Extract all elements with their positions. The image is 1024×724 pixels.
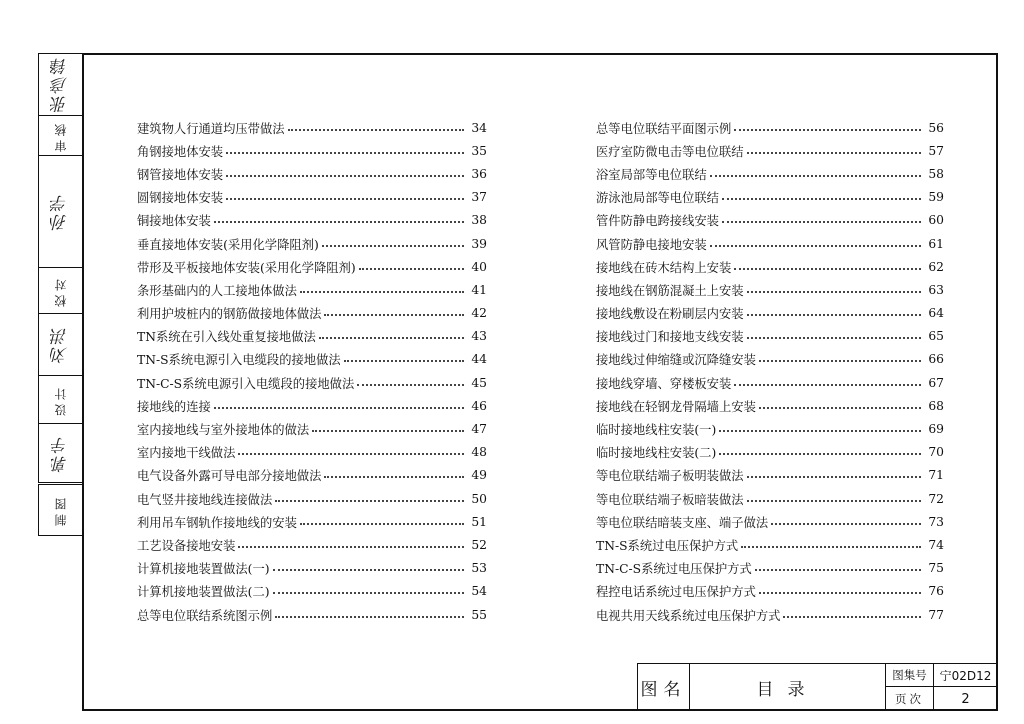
toc-leader-dots (324, 314, 464, 316)
toc-leader-dots (319, 337, 464, 339)
toc-leader-dots (288, 129, 464, 131)
toc-entry-title: 垂直接地体安装(采用化学降阻剂) (137, 237, 319, 252)
toc-entry-title: 条形基础内的人工接地体做法 (137, 283, 297, 298)
toc-entry (596, 302, 944, 325)
title-label: 图名 (638, 664, 690, 711)
toc-entry-title: 风管防静电接地安装 (596, 237, 707, 252)
toc-entry-page: 59 (928, 190, 944, 205)
toc-leader-dots (759, 407, 921, 409)
toc-entry-title: 计算机接地装置做法(二) (137, 585, 270, 600)
toc-entry-page: 67 (928, 375, 944, 390)
toc-entry-title: TN系统在引入线处重复接地做法 (137, 330, 316, 345)
toc-entry (137, 232, 487, 255)
toc-entry-page: 39 (471, 236, 487, 251)
toc-entry (137, 325, 487, 348)
toc-entry (137, 302, 487, 325)
toc-entry (137, 487, 487, 510)
toc-entry-title: 总等电位联结平面图示例 (596, 121, 732, 136)
toc-leader-dots (275, 500, 464, 502)
toc-leader-dots (273, 569, 464, 571)
toc-entry-title: TN-S系统过电压保护方式 (596, 538, 739, 553)
toc-leader-dots (322, 245, 464, 247)
toc-leader-dots (747, 314, 921, 316)
toc-entry-page: 41 (471, 282, 487, 297)
toc-entry (137, 371, 487, 394)
toc-entry-page: 72 (928, 491, 944, 506)
toc-entry-page: 64 (928, 306, 944, 321)
toc-leader-dots (741, 546, 921, 548)
toc-entry (137, 139, 487, 162)
toc-leader-dots (722, 198, 921, 200)
toc-entry-page: 34 (471, 120, 487, 135)
toc-entry-title: TN-C-S系统过电压保护方式 (596, 562, 752, 577)
toc-leader-dots (747, 476, 921, 478)
toc-entry-page: 57 (928, 143, 944, 158)
toc-entry-title: 等电位联结暗装支座、端子做法 (596, 515, 769, 530)
toc-leader-dots (214, 221, 464, 223)
toc-entry (596, 510, 944, 533)
toc-leader-dots (722, 221, 921, 223)
toc-entry (137, 533, 487, 556)
toc-right-column (596, 116, 944, 626)
toc-entry (137, 209, 487, 232)
toc-entry-page: 36 (471, 166, 487, 181)
toc-entry-title: 等电位联结端子板明装做法 (596, 469, 744, 484)
toc-entry-page: 50 (471, 491, 487, 506)
toc-leader-dots (759, 592, 921, 594)
toc-entry-title: 室内接地线与室外接地体的做法 (137, 423, 310, 438)
toc-entry-title: 临时接地线柱安装(二) (596, 446, 717, 461)
toc-leader-dots (734, 129, 921, 131)
toc-entry (137, 394, 487, 417)
toc-entry-page: 61 (928, 236, 944, 251)
toc-entry (137, 348, 487, 371)
toc-entry (596, 441, 944, 464)
toc-entry-title: 电视共用天线系统过电压保护方式 (596, 608, 781, 623)
toc-entry (596, 139, 944, 162)
toc-entry (596, 116, 944, 139)
toc-leader-dots (275, 616, 464, 618)
toc-entry-page: 68 (928, 398, 944, 413)
toc-entry-page: 51 (471, 514, 487, 529)
toc-entry-page: 46 (471, 398, 487, 413)
toc-entry (137, 580, 487, 603)
toc-entry-page: 43 (471, 329, 487, 344)
toc-entry-title: 医疗室防微电击等电位联结 (596, 144, 744, 159)
toc-entry (596, 464, 944, 487)
toc-entry-title: 总等电位联结系统图示例 (137, 608, 273, 623)
toc-entry-title: 室内接地干线做法 (137, 446, 236, 461)
toc-entry-title: 等电位联结端子板暗装做法 (596, 492, 744, 507)
signature-1: 张彦锋 (39, 54, 82, 116)
toc-entry-page: 70 (928, 445, 944, 460)
title-block (637, 663, 998, 711)
page-number: 2 (961, 691, 970, 707)
toc-entry-title: 浴室局部等电位联结 (596, 167, 707, 182)
toc-entry-title: 工艺设备接地安装 (137, 538, 236, 553)
toc-entry-title: 接地线穿墙、穿楼板安装 (596, 376, 732, 391)
toc-entry-page: 54 (471, 584, 487, 599)
toc-entry-title: 带形及平板接地体安装(采用化学降阻剂) (137, 260, 356, 275)
toc-entry-title: 圆钢接地体安装 (137, 191, 224, 206)
toc-entry-page: 53 (471, 561, 487, 576)
toc-entry (137, 186, 487, 209)
toc-entry-page: 56 (928, 120, 944, 135)
toc-entry-page: 52 (471, 537, 487, 552)
toc-entry (137, 603, 487, 626)
toc-entry (596, 580, 944, 603)
toc-entry-title: 临时接地线柱安装(一) (596, 423, 717, 438)
toc-entry (596, 232, 944, 255)
toc-entry (596, 487, 944, 510)
toc-entry (596, 394, 944, 417)
toc-leader-dots (710, 175, 921, 177)
toc-entry (596, 417, 944, 440)
toc-entry-title: 接地线的连接 (137, 399, 211, 414)
toc-leader-dots (312, 430, 464, 432)
toc-entry-title: 利用吊车钢轨作接地线的安装 (137, 515, 297, 530)
toc-entry (596, 348, 944, 371)
toc-entry-title: 接地线在轻钢龙骨隔墙上安装 (596, 399, 756, 414)
toc-leader-dots (719, 453, 921, 455)
toc-entry-page: 42 (471, 306, 487, 321)
toc-entry (596, 209, 944, 232)
toc-entry (137, 510, 487, 533)
toc-entry-title: 接地线过伸缩缝或沉降缝安装 (596, 353, 756, 368)
toc-entry-title: 电气设备外露可导电部分接地做法 (137, 469, 322, 484)
signature-sidebar (38, 53, 82, 526)
toc-left-column (137, 116, 487, 626)
toc-leader-dots (226, 152, 464, 154)
toc-entry (596, 255, 944, 278)
toc-entry-page: 55 (471, 607, 487, 622)
toc-leader-dots (300, 291, 464, 293)
drawing-name: 目录 (690, 664, 886, 711)
toc-leader-dots (238, 546, 464, 548)
role-design: 设计 (39, 376, 82, 424)
toc-entry-page: 65 (928, 329, 944, 344)
toc-entry-page: 48 (471, 445, 487, 460)
toc-entry (137, 557, 487, 580)
toc-entry-page: 62 (928, 259, 944, 274)
toc-entry (137, 162, 487, 185)
toc-entry-page: 37 (471, 190, 487, 205)
toc-leader-dots (214, 407, 464, 409)
toc-entry-page: 38 (471, 213, 487, 228)
toc-leader-dots (734, 268, 921, 270)
toc-entry-title: 接地线在砖木结构上安装 (596, 260, 732, 275)
toc-entry-title: 接地线敷设在粉刷层内安装 (596, 307, 744, 322)
atlas-number: 宁02D12 (934, 664, 997, 687)
toc-entry-title: 钢管接地体安装 (137, 167, 224, 182)
toc-entry-page: 77 (928, 607, 944, 622)
signature-4: 郭宇 (51, 435, 71, 473)
toc-entry (137, 464, 487, 487)
toc-entry-page: 58 (928, 166, 944, 181)
toc-leader-dots (719, 430, 921, 432)
toc-entry-title: TN-C-S系统电源引入电缆段的接地做法 (137, 376, 355, 391)
toc-entry-page: 40 (471, 259, 487, 274)
signature-3: 刘洪 (39, 314, 82, 376)
toc-leader-dots (226, 175, 464, 177)
toc-entry (596, 557, 944, 580)
toc-entry-page: 60 (928, 213, 944, 228)
toc-entry-page: 45 (471, 375, 487, 390)
toc-entry (596, 186, 944, 209)
toc-leader-dots (759, 360, 921, 362)
toc-entry-page: 75 (928, 561, 944, 576)
toc-leader-dots (747, 337, 921, 339)
toc-entry-page: 71 (928, 468, 944, 483)
toc-leader-dots (226, 198, 464, 200)
toc-entry-page: 35 (471, 143, 487, 158)
toc-entry (596, 162, 944, 185)
toc-leader-dots (710, 245, 921, 247)
toc-entry-page: 49 (471, 468, 487, 483)
toc-entry-title: 程控电话系统过电压保护方式 (596, 585, 756, 600)
toc-entry-page: 63 (928, 282, 944, 297)
toc-entry (596, 603, 944, 626)
role-drafting: 制图 (38, 484, 82, 536)
toc-leader-dots (734, 384, 921, 386)
signature-2: 孙学 (39, 156, 82, 268)
toc-entry-page: 76 (928, 584, 944, 599)
toc-entry-title: TN-S系统电源引入电缆段的接地做法 (137, 353, 341, 368)
toc-entry (137, 116, 487, 139)
toc-entry (596, 325, 944, 348)
toc-leader-dots (273, 592, 464, 594)
toc-leader-dots (300, 523, 464, 525)
toc-entry-page: 66 (928, 352, 944, 367)
toc-entry-title: 游泳池局部等电位联结 (596, 191, 719, 206)
toc-entry-page: 44 (471, 352, 487, 367)
atlas-number-label: 图集号 (886, 664, 934, 687)
role-review: 审核 (39, 116, 82, 156)
toc-entry-title: 接地线过门和接地支线安装 (596, 330, 744, 345)
toc-entry-title: 利用护坡桩内的钢筋做接地体做法 (137, 307, 322, 322)
toc-leader-dots (344, 360, 464, 362)
toc-entry-title: 建筑物人行通道均压带做法 (137, 121, 285, 136)
toc-entry-page: 74 (928, 537, 944, 552)
toc-leader-dots (324, 476, 464, 478)
toc-leader-dots (747, 291, 921, 293)
toc-leader-dots (359, 268, 464, 270)
toc-entry (137, 255, 487, 278)
toc-entry-title: 铜接地体安装 (137, 214, 211, 229)
toc-leader-dots (357, 384, 464, 386)
toc-leader-dots (747, 152, 921, 154)
toc-entry-title: 电气竖井接地线连接做法 (137, 492, 273, 507)
toc-entry-page: 69 (928, 422, 944, 437)
toc-entry-page: 47 (471, 422, 487, 437)
toc-entry (596, 533, 944, 556)
toc-entry (137, 417, 487, 440)
toc-entry-title: 接地线在钢筋混凝土上安装 (596, 283, 744, 298)
toc-leader-dots (747, 500, 921, 502)
toc-entry (137, 441, 487, 464)
page-number-label: 页次 (886, 687, 934, 711)
toc-entry (137, 278, 487, 301)
toc-leader-dots (238, 453, 464, 455)
toc-leader-dots (783, 616, 921, 618)
toc-leader-dots (755, 569, 921, 571)
role-proofread: 校对 (39, 268, 82, 314)
toc-entry (596, 278, 944, 301)
toc-leader-dots (771, 523, 921, 525)
toc-entry-title: 角钢接地体安装 (137, 144, 224, 159)
toc-entry-page: 73 (928, 514, 944, 529)
toc-entry (596, 371, 944, 394)
toc-entry-title: 计算机接地装置做法(一) (137, 562, 270, 577)
toc-entry-title: 管件防静电跨接线安装 (596, 214, 719, 229)
